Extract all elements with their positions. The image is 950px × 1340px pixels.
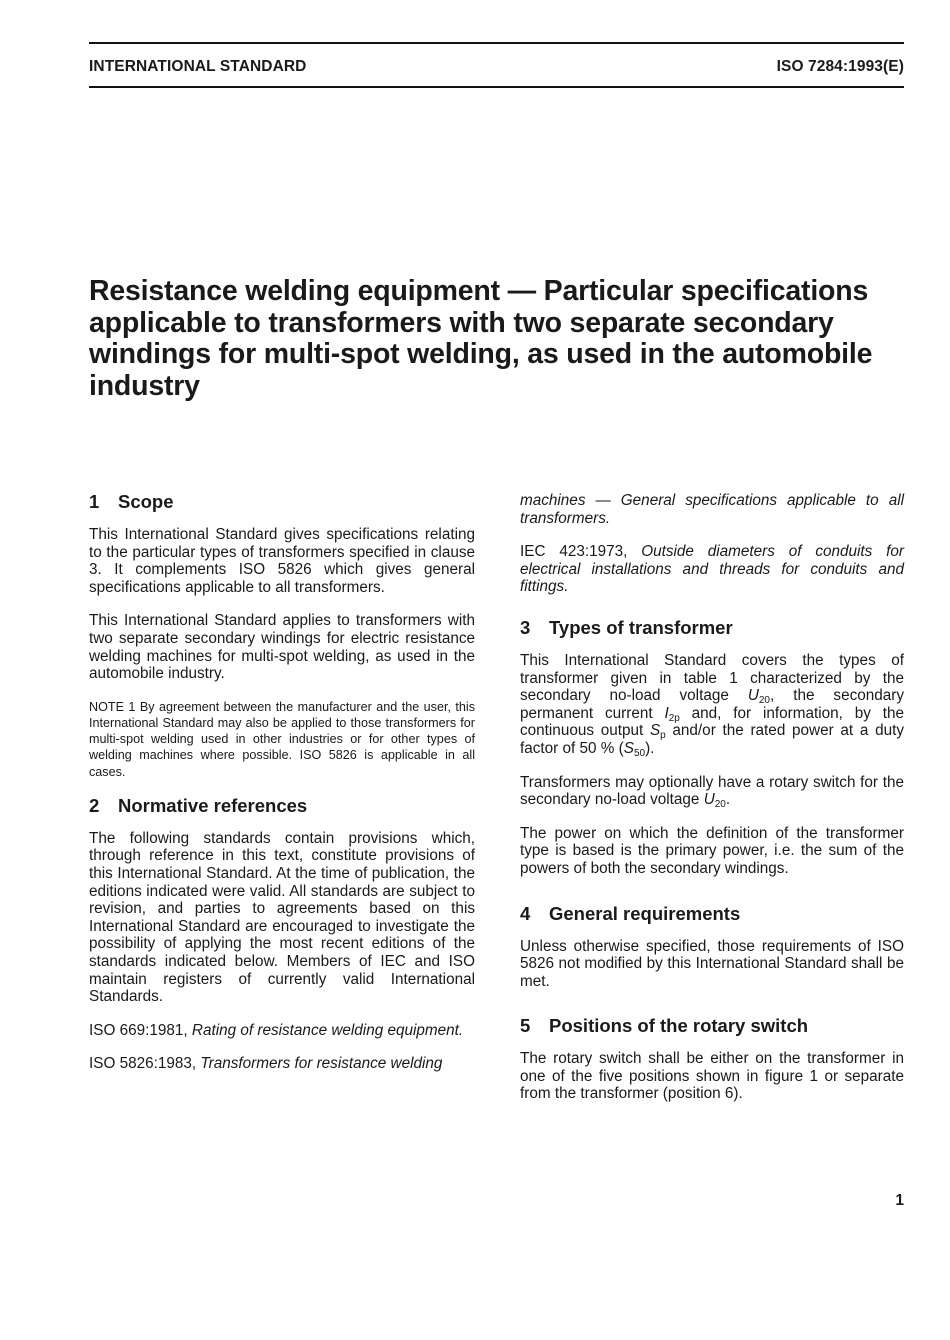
section-types-heading <box>520 616 904 640</box>
scope-paragraph-2: This International Standard applies to transformers with two separate secondary windings for electric resistance welding machines for multi-spot welding, as used in the automobile industry. <box>89 612 475 683</box>
reference-title: Transformers for resistance welding <box>200 1055 443 1073</box>
page-number: 1 <box>895 1192 904 1209</box>
symbol-subscript: p <box>660 730 666 742</box>
symbol-S: S <box>623 739 634 757</box>
header-left: INTERNATIONAL STANDARD <box>89 58 307 75</box>
positions-paragraph: The rotary switch shall be either on the transformer in one of the five positions shown in figure 1 or separate from the transformer (position 6). <box>520 1050 904 1103</box>
right-column <box>520 492 904 1103</box>
reference-title: Rating of resistance welding equipment. <box>191 1021 464 1039</box>
text-run: This International Standard covers the types of transformer given in table 1 characterized by the secondary no-load voltage <box>520 651 904 705</box>
section-number: 5 <box>520 1015 531 1037</box>
scope-paragraph-1: This International Standard gives specifications relating to the particular types of transformers specified in clause 3. It complements ISO 5826 which gives general specifications applicable to all transformers. <box>89 526 475 596</box>
symbol-subscript: 2p <box>668 712 680 724</box>
header-bottom-rule <box>89 86 904 88</box>
text-run: and/or the rated power at a duty factor of 50 % ( <box>520 722 904 757</box>
section-title: Types of transformer <box>549 616 733 638</box>
reference-code: ISO 5826:1983, <box>89 1055 197 1073</box>
types-paragraph-1 <box>520 652 904 758</box>
reference-title: Outside diameters of conduits for electrical installations and threads for conduits and fittings. <box>520 543 904 596</box>
text-run: . <box>725 791 731 809</box>
text-run: and, for information, by the continuous output <box>520 704 904 740</box>
section-number: 4 <box>520 902 531 924</box>
reference-iec-423 <box>520 543 904 596</box>
text-run: ). <box>645 739 655 757</box>
text-run: , the secondary permanent current <box>520 687 905 722</box>
section-scope-heading <box>89 490 475 514</box>
general-paragraph: Unless otherwise specified, those requirements of ISO 5826 not modified by this International Standard shall be met. <box>520 937 904 990</box>
symbol-subscript: 20 <box>758 695 770 707</box>
symbol-S: S <box>649 722 661 740</box>
section-number: 2 <box>89 794 100 816</box>
symbol-I: I <box>664 704 669 722</box>
section-number: 1 <box>89 491 100 512</box>
section-positions-heading <box>520 1014 904 1038</box>
symbol-U: U <box>703 791 715 809</box>
reference-iso-5826-continued: machines — General specifications applicable to all transformers. <box>520 492 904 527</box>
section-title: Normative references <box>118 794 308 816</box>
section-general-heading <box>520 902 904 926</box>
section-title: Scope <box>118 491 174 512</box>
text-run: Transformers may optionally have a rotary switch for the secondary no-load voltage <box>520 773 904 809</box>
section-normative-heading <box>89 794 475 818</box>
section-title: Positions of the rotary switch <box>549 1015 809 1037</box>
section-number: 3 <box>520 616 531 638</box>
left-column <box>89 490 475 1073</box>
reference-code: IEC 423:1973, <box>520 543 628 561</box>
scope-note: NOTE 1 By agreement between the manufacturer and the user, this International Standard may also be applied to those transformers for multi-spot welding used in other industries or for other types of welding machines where possible. ISO 5826 is applicable in all cases. <box>89 699 475 779</box>
document-title: Resistance welding equipment — Particular specifications applicable to transformers with two separate secondary windings for multi-spot welding, as used in the automobile industry <box>89 275 873 402</box>
header-right: ISO 7284:1993(E) <box>776 58 904 75</box>
normative-paragraph: The following standards contain provisions which, through reference in this text, constitute provisions of this International Standard. At the time of publication, the editions indicated were valid. All standards are subject to revision, and parties to agreements based on this International Standard are encouraged to investigate the possibility of applying the most recent editions of the standards indicated below. Members of IEC and ISO maintain registers of currently valid International Standards. <box>89 829 475 1006</box>
symbol-subscript: 20 <box>714 799 726 811</box>
types-paragraph-3: The power on which the definition of the transformer type is based is the primary power, i.e. the sum of the powers of both the secondary windings. <box>520 824 904 877</box>
symbol-subscript: 50 <box>633 747 646 759</box>
header-top-rule <box>89 42 904 44</box>
reference-iso-5826 <box>89 1055 475 1073</box>
reference-code: ISO 669:1981, <box>89 1021 188 1039</box>
reference-iso-669 <box>89 1022 475 1040</box>
section-title: General requirements <box>549 902 741 924</box>
types-paragraph-2 <box>520 774 904 809</box>
symbol-U: U <box>747 687 759 705</box>
